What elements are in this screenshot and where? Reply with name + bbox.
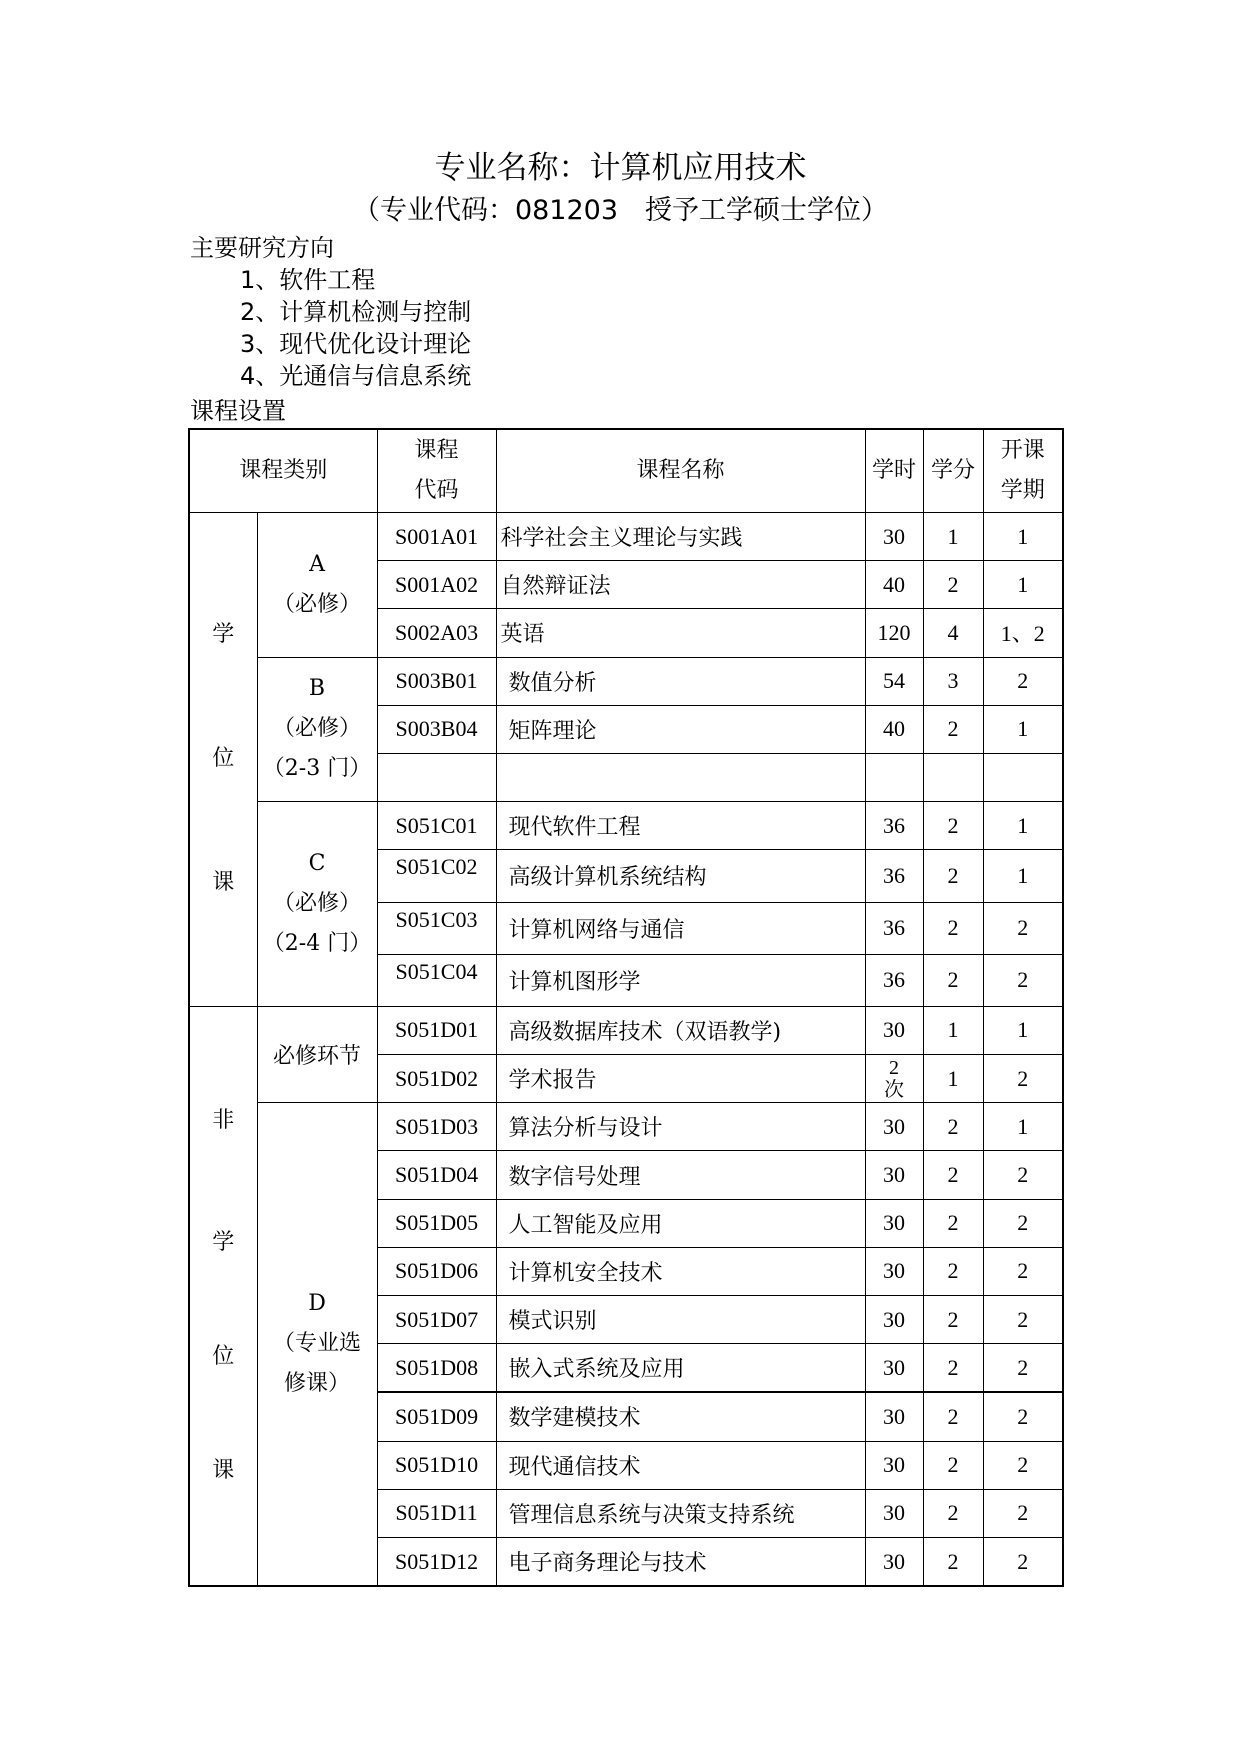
course-name: 电子商务理论与技术 <box>496 1537 865 1586</box>
course-name: 数学建模技术 <box>496 1392 865 1441</box>
course-credits: 2 <box>923 1199 983 1247</box>
course-hours: 30 <box>865 1151 923 1199</box>
course-name: 数字信号处理 <box>496 1151 865 1199</box>
course-credits: 2 <box>923 1537 983 1586</box>
course-hours: 30 <box>865 513 923 561</box>
course-credits: 2 <box>923 1392 983 1441</box>
course-credits: 2 <box>923 1151 983 1199</box>
course-semester: 1 <box>983 561 1063 609</box>
course-hours: 30 <box>865 1247 923 1295</box>
course-semester: 1 <box>983 1006 1063 1054</box>
course-credits: 2 <box>923 1344 983 1393</box>
course-semester: 1 <box>983 802 1063 850</box>
course-semester: 2 <box>983 1344 1063 1393</box>
course-credits: 2 <box>923 1103 983 1151</box>
course-semester: 2 <box>983 1296 1063 1344</box>
course-code: S051C01 <box>377 802 496 850</box>
course-hours: 30 <box>865 1537 923 1586</box>
course-name: 自然辩证法 <box>496 561 865 609</box>
course-code: S051D05 <box>377 1199 496 1247</box>
table-row <box>189 802 1063 850</box>
course-table <box>188 428 1064 1587</box>
course-semester: 2 <box>983 1441 1063 1489</box>
courses-heading: 课程设置 <box>190 397 286 425</box>
course-hours: 36 <box>865 850 923 902</box>
research-item: 1、软件工程 <box>240 266 376 294</box>
course-semester: 2 <box>983 1489 1063 1537</box>
course-credits: 1 <box>923 1055 983 1103</box>
header-hours: 学时 <box>865 429 923 513</box>
course-credits: 2 <box>923 705 983 753</box>
course-semester: 1、2 <box>983 609 1063 657</box>
course-hours: 30 <box>865 1199 923 1247</box>
research-item: 4、光通信与信息系统 <box>240 362 472 390</box>
course-name: 计算机安全技术 <box>496 1247 865 1295</box>
course-hours: 40 <box>865 705 923 753</box>
course-code: S051C02 <box>377 850 496 902</box>
course-name <box>496 753 865 801</box>
course-semester: 2 <box>983 1392 1063 1441</box>
subgroup-c: C （必修） （2-4 门） <box>257 802 377 1007</box>
course-hours: 30 <box>865 1392 923 1441</box>
course-name: 科学社会主义理论与实践 <box>496 513 865 561</box>
group-degree: 学 位 课 <box>189 513 257 1007</box>
course-semester: 1 <box>983 705 1063 753</box>
course-name: 矩阵理论 <box>496 705 865 753</box>
subgroup-a: A （必修） <box>257 513 377 658</box>
course-name: 数值分析 <box>496 657 865 705</box>
course-hours: 30 <box>865 1441 923 1489</box>
course-semester: 2 <box>983 1151 1063 1199</box>
course-credits: 2 <box>923 1441 983 1489</box>
research-heading: 主要研究方向 <box>190 234 334 262</box>
research-item: 2、计算机检测与控制 <box>240 298 472 326</box>
course-name: 现代通信技术 <box>496 1441 865 1489</box>
course-credits: 2 <box>923 902 983 954</box>
course-name: 高级计算机系统结构 <box>496 850 865 902</box>
header-semester: 开课 学期 <box>983 429 1063 513</box>
course-hours: 54 <box>865 657 923 705</box>
course-hours: 30 <box>865 1296 923 1344</box>
course-hours: 2 次 <box>865 1055 923 1103</box>
course-hours: 30 <box>865 1344 923 1393</box>
table-row <box>189 657 1063 705</box>
course-hours: 36 <box>865 802 923 850</box>
course-code: S003B04 <box>377 705 496 753</box>
course-code: S051D09 <box>377 1392 496 1441</box>
course-code: S051D12 <box>377 1537 496 1586</box>
course-semester: 2 <box>983 1055 1063 1103</box>
course-code: S001A01 <box>377 513 496 561</box>
course-credits: 2 <box>923 802 983 850</box>
course-code: S002A03 <box>377 609 496 657</box>
course-credits: 2 <box>923 1247 983 1295</box>
course-code: S051D01 <box>377 1006 496 1054</box>
table-row <box>189 1006 1063 1054</box>
course-name: 算法分析与设计 <box>496 1103 865 1151</box>
header-category: 课程类别 <box>189 429 377 513</box>
course-name: 嵌入式系统及应用 <box>496 1344 865 1393</box>
subgroup-d: D （专业选 修课） <box>257 1103 377 1586</box>
course-code: S051C03 <box>377 902 496 954</box>
course-name: 学术报告 <box>496 1055 865 1103</box>
course-code <box>377 753 496 801</box>
page-subtitle: （专业代码：081203 授予工学硕士学位） <box>352 195 889 226</box>
course-hours: 30 <box>865 1489 923 1537</box>
course-semester <box>983 753 1063 801</box>
group-nondegree: 非 学 位 课 <box>189 1006 257 1586</box>
course-hours: 120 <box>865 609 923 657</box>
course-name: 计算机图形学 <box>496 954 865 1006</box>
course-credits: 2 <box>923 1296 983 1344</box>
course-semester: 2 <box>983 657 1063 705</box>
course-code: S051D08 <box>377 1344 496 1393</box>
header-credits: 学分 <box>923 429 983 513</box>
course-code: S001A02 <box>377 561 496 609</box>
course-credits: 1 <box>923 513 983 561</box>
course-hours: 30 <box>865 1103 923 1151</box>
course-name: 高级数据库技术（双语教学) <box>496 1006 865 1054</box>
header-name: 课程名称 <box>496 429 865 513</box>
course-hours: 30 <box>865 1006 923 1054</box>
table-row <box>189 1103 1063 1151</box>
course-code: S051D10 <box>377 1441 496 1489</box>
course-name: 英语 <box>496 609 865 657</box>
header-code: 课程 代码 <box>377 429 496 513</box>
course-code: S051D11 <box>377 1489 496 1537</box>
course-hours: 36 <box>865 902 923 954</box>
course-semester: 2 <box>983 902 1063 954</box>
course-name: 管理信息系统与决策支持系统 <box>496 1489 865 1537</box>
subgroup-required: 必修环节 <box>257 1006 377 1102</box>
course-credits: 2 <box>923 561 983 609</box>
course-credits <box>923 753 983 801</box>
course-credits: 2 <box>923 954 983 1006</box>
course-semester: 2 <box>983 1537 1063 1586</box>
research-item: 3、现代优化设计理论 <box>240 330 472 358</box>
page-title: 专业名称：计算机应用技术 <box>434 150 807 186</box>
course-semester: 2 <box>983 1247 1063 1295</box>
course-credits: 1 <box>923 1006 983 1054</box>
table-row <box>189 513 1063 561</box>
course-code: S051D03 <box>377 1103 496 1151</box>
course-code: S003B01 <box>377 657 496 705</box>
course-semester: 2 <box>983 954 1063 1006</box>
course-hours <box>865 753 923 801</box>
course-code: S051D04 <box>377 1151 496 1199</box>
course-name: 模式识别 <box>496 1296 865 1344</box>
course-semester: 2 <box>983 1199 1063 1247</box>
course-credits: 3 <box>923 657 983 705</box>
course-code: S051D06 <box>377 1247 496 1295</box>
course-code: S051D07 <box>377 1296 496 1344</box>
course-code: S051C04 <box>377 954 496 1006</box>
course-semester: 1 <box>983 1103 1063 1151</box>
course-credits: 2 <box>923 1489 983 1537</box>
course-code: S051D02 <box>377 1055 496 1103</box>
course-name: 计算机网络与通信 <box>496 902 865 954</box>
course-name: 人工智能及应用 <box>496 1199 865 1247</box>
course-credits: 4 <box>923 609 983 657</box>
course-credits: 2 <box>923 850 983 902</box>
course-semester: 1 <box>983 513 1063 561</box>
course-name: 现代软件工程 <box>496 802 865 850</box>
course-hours: 36 <box>865 954 923 1006</box>
subgroup-b: B （必修） （2-3 门） <box>257 657 377 802</box>
course-hours: 40 <box>865 561 923 609</box>
course-semester: 1 <box>983 850 1063 902</box>
table-header-row <box>189 429 1063 513</box>
